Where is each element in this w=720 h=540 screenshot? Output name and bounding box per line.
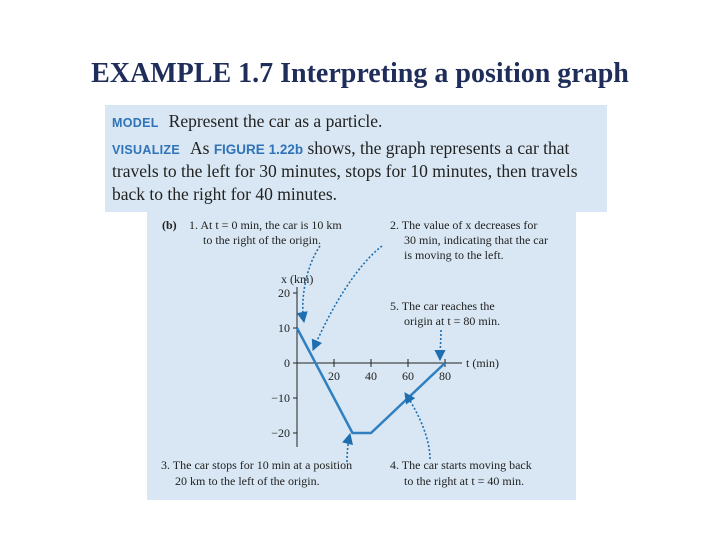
x-tick-label: 20 — [328, 369, 340, 383]
annotation-2-line3: is moving to the left. — [404, 248, 504, 262]
annotation-1-line1: 1. At t = 0 min, the car is 10 km — [189, 218, 342, 232]
annotation-4-line1: 4. The car starts moving back — [390, 458, 532, 472]
annotation-3-line1: 3. The car stops for 10 min at a position — [161, 458, 353, 472]
callout-arrow-5 — [440, 330, 441, 360]
visualize-line1-pre: As — [189, 138, 210, 158]
visualize-line2: travels to the left for 30 minutes, stops for 10 minutes, then travels — [112, 161, 578, 181]
y-tick-label: 10 — [278, 321, 290, 335]
y-tick-label: 0 — [284, 356, 290, 370]
annotation-2-line2: 30 min, indicating that the car — [404, 233, 548, 247]
callout-arrow-4 — [405, 393, 430, 459]
y-tick-label: −20 — [271, 426, 290, 440]
x-tick-label: 40 — [365, 369, 377, 383]
annotation-4-line2: to the right at t = 40 min. — [404, 474, 525, 488]
slide-title: EXAMPLE 1.7 Interpreting a position graph — [91, 58, 629, 89]
annotation-5-line2: origin at t = 80 min. — [404, 314, 501, 328]
model-text: Represent the car as a particle. — [168, 111, 383, 131]
panel-label: (b) — [162, 218, 177, 232]
annotation-5-line1: 5. The car reaches the — [390, 299, 495, 313]
visualize-tag: VISUALIZE — [112, 143, 180, 157]
callout-arrow-2 — [313, 246, 382, 350]
x-axis-label: t (min) — [466, 356, 499, 370]
annotation-1-line2: to the right of the origin. — [203, 233, 321, 247]
callout-arrows — [303, 246, 441, 462]
figure-reference: FIGURE 1.22b — [213, 142, 304, 157]
y-tick-label: −10 — [271, 391, 290, 405]
x-tick-label: 80 — [439, 369, 451, 383]
visualize-line3: back to the right for 40 minutes. — [112, 184, 338, 204]
y-axis-label: x (km) — [281, 272, 314, 286]
model-tag: MODEL — [112, 116, 159, 130]
y-tick-label: 20 — [278, 286, 290, 300]
x-tick-label: 60 — [402, 369, 414, 383]
annotation-3-line2: 20 km to the left of the origin. — [175, 474, 320, 488]
annotation-2-line1: 2. The value of x decreases for — [390, 218, 538, 232]
visualize-line1-post: shows, the graph represents a car that — [307, 138, 570, 158]
